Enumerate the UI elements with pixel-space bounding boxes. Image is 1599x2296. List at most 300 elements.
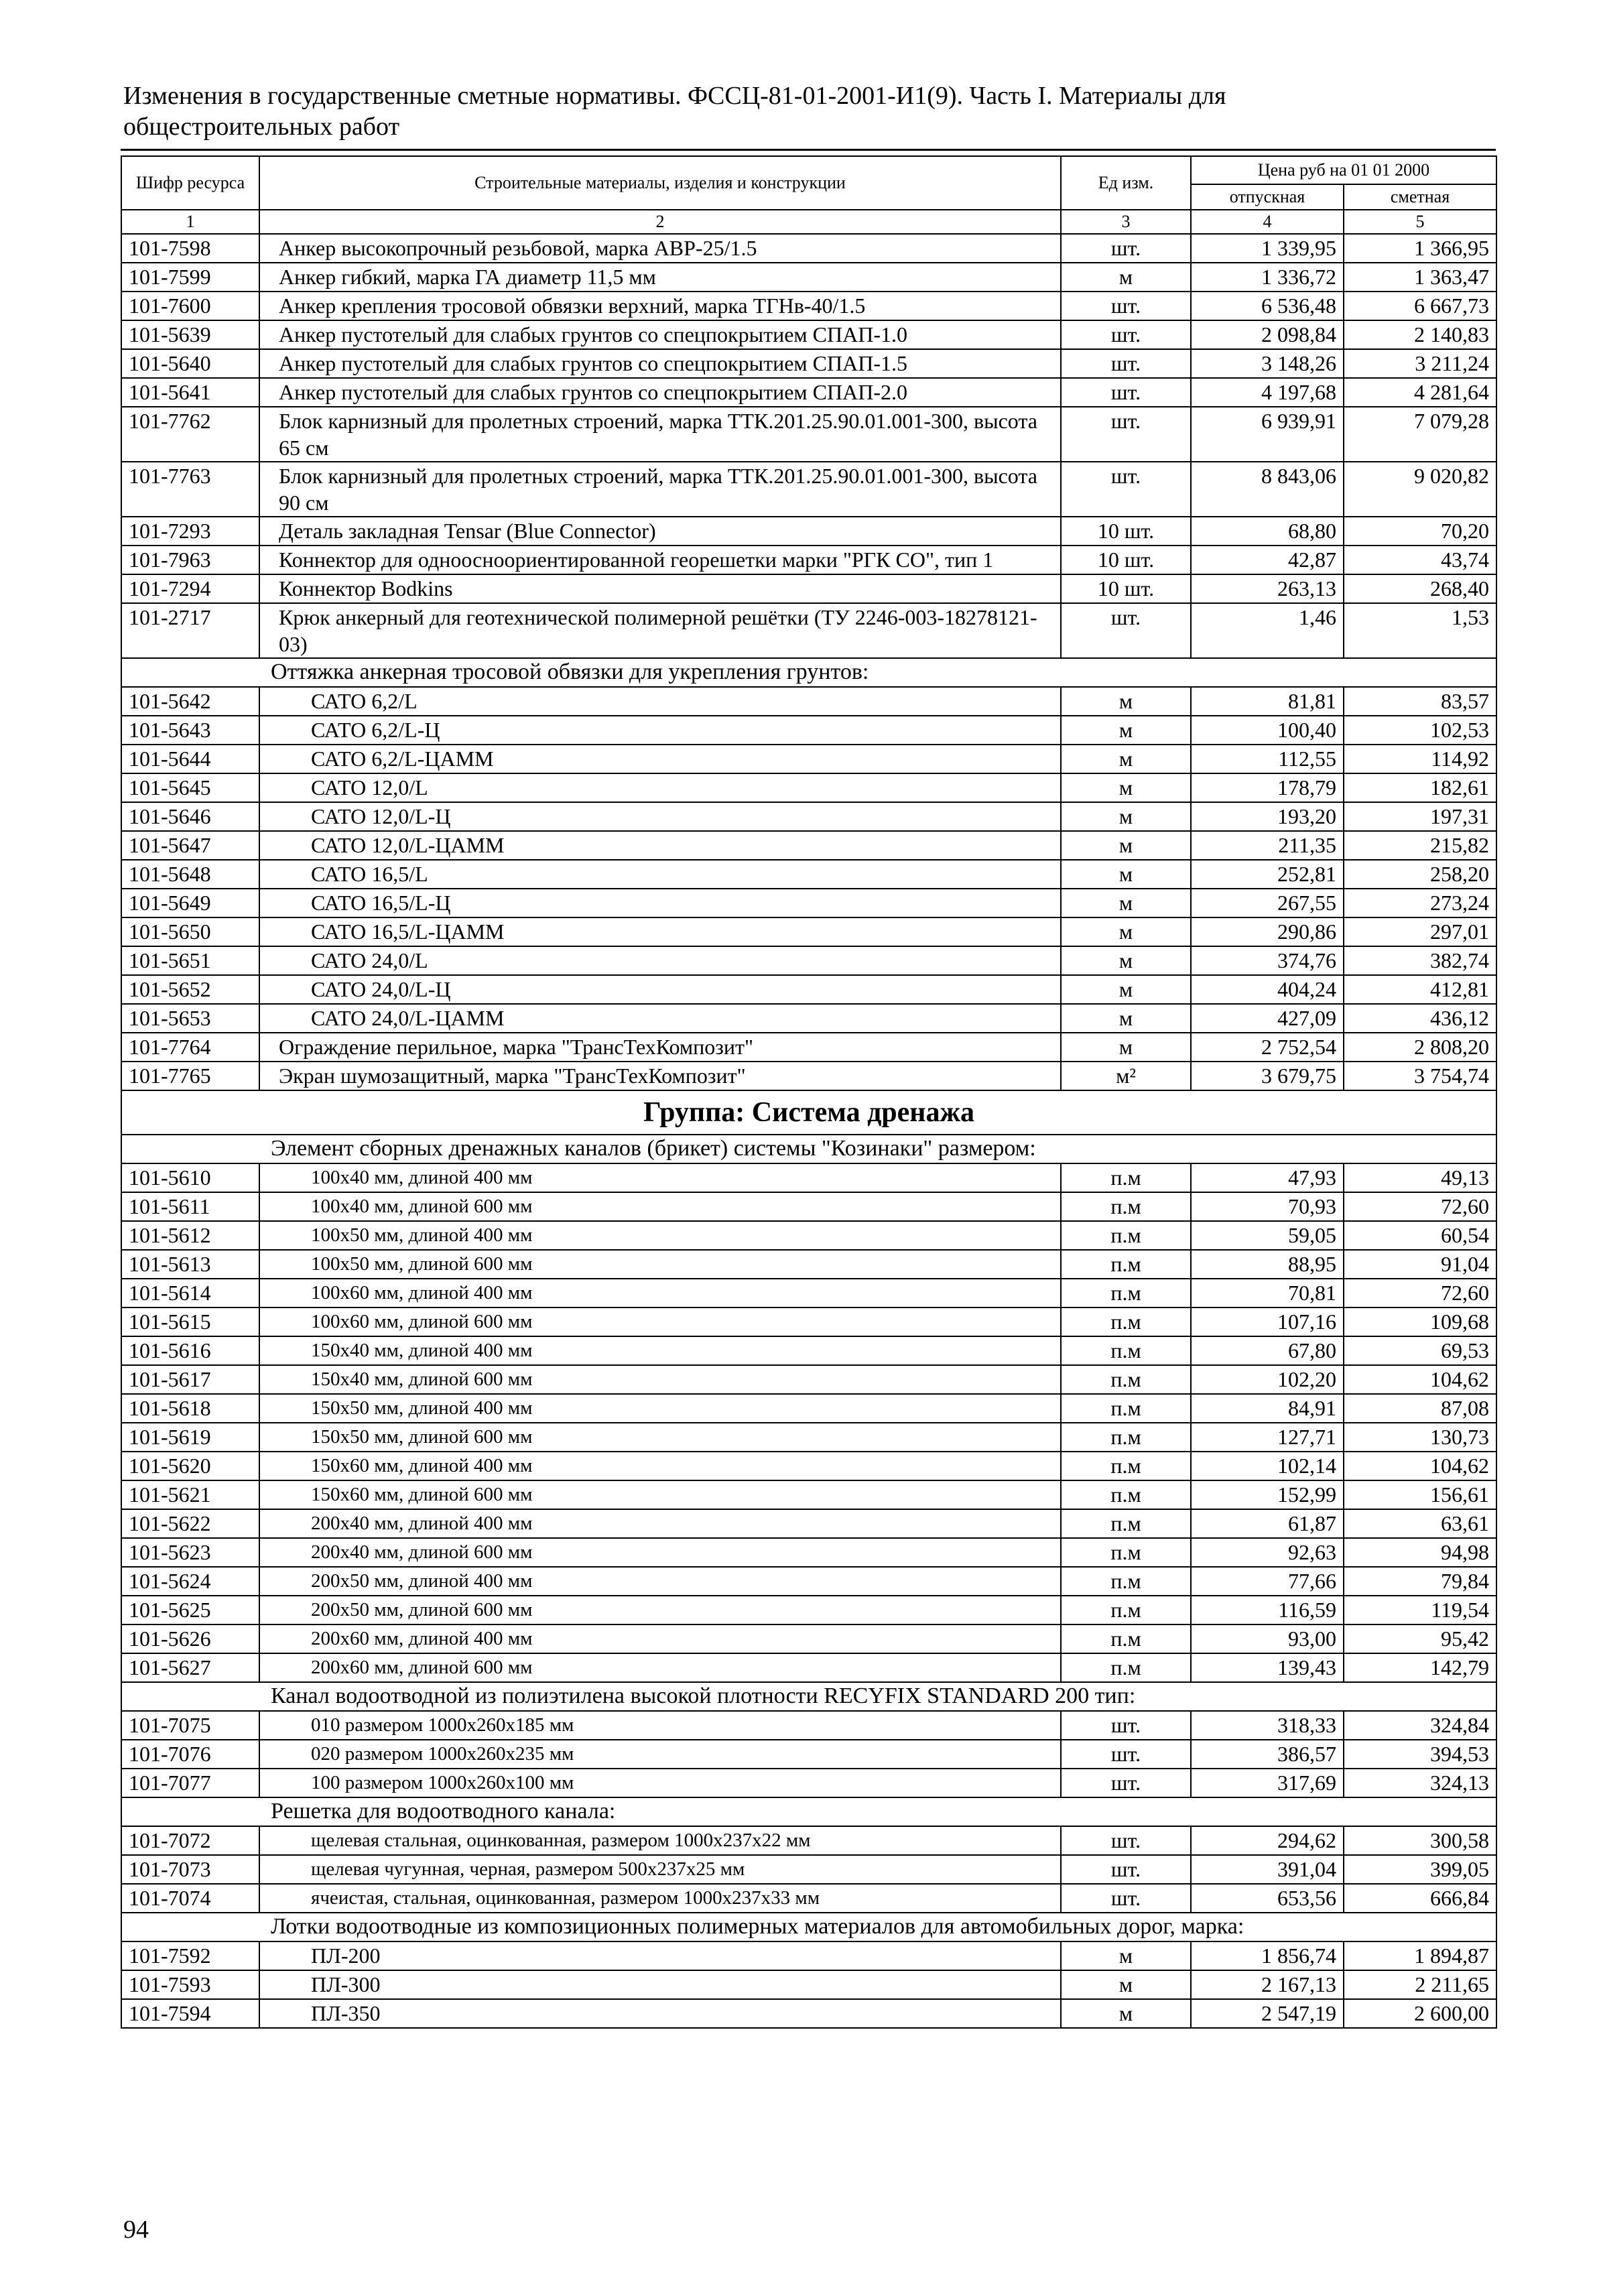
unit-of-measure: п.м <box>1061 1163 1191 1192</box>
material-name: Ограждение перильное, марка "ТрансТехКомпозит" <box>259 1033 1061 1062</box>
table-row <box>121 1308 1496 1336</box>
table-row <box>121 292 1496 320</box>
resource-code: 101-7963 <box>121 546 259 574</box>
estimate-price: 6 667,73 <box>1344 292 1496 320</box>
unit-of-measure: п.м <box>1061 1365 1191 1394</box>
group-row <box>121 1090 1496 1135</box>
estimate-price: 72,60 <box>1344 1192 1496 1221</box>
unit-of-measure: п.м <box>1061 1308 1191 1336</box>
estimate-price: 79,84 <box>1344 1567 1496 1596</box>
table-row <box>121 831 1496 860</box>
release-price: 1 339,95 <box>1191 234 1344 263</box>
material-name: САТО 16,5/L <box>259 860 1061 889</box>
release-price: 1,46 <box>1191 603 1344 658</box>
release-price: 81,81 <box>1191 687 1344 716</box>
estimate-price: 95,42 <box>1344 1624 1496 1653</box>
unit-of-measure: м <box>1061 716 1191 745</box>
resource-code: 101-5641 <box>121 378 259 407</box>
material-name: 100x50 мм, длиной 400 мм <box>259 1221 1061 1250</box>
estimate-price: 412,81 <box>1344 975 1496 1004</box>
resource-code: 101-5642 <box>121 687 259 716</box>
table-row <box>121 1423 1496 1452</box>
unit-of-measure: шт. <box>1061 378 1191 407</box>
section-row <box>121 658 1496 687</box>
material-name: САТО 6,2/L-ЦАММ <box>259 745 1061 773</box>
estimate-price: 114,92 <box>1344 745 1496 773</box>
release-price: 386,57 <box>1191 1740 1344 1769</box>
unit-of-measure: шт. <box>1061 1884 1191 1913</box>
unit-of-measure: шт. <box>1061 320 1191 349</box>
unit-of-measure: м <box>1061 1033 1191 1062</box>
material-name: 200x40 мм, длиной 600 мм <box>259 1538 1061 1567</box>
estimate-price: 2 211,65 <box>1344 1970 1496 1999</box>
resource-code: 101-5640 <box>121 349 259 378</box>
resource-code: 101-5616 <box>121 1336 259 1365</box>
material-name: 150x60 мм, длиной 600 мм <box>259 1480 1061 1509</box>
resource-code: 101-5620 <box>121 1452 259 1480</box>
table-row <box>121 349 1496 378</box>
table-row <box>121 1941 1496 1970</box>
table-row <box>121 1769 1496 1797</box>
resource-code: 101-7594 <box>121 1999 259 2028</box>
estimate-price: 197,31 <box>1344 802 1496 831</box>
estimate-price: 258,20 <box>1344 860 1496 889</box>
release-price: 290,86 <box>1191 917 1344 946</box>
resource-code: 101-5615 <box>121 1308 259 1336</box>
resource-code: 101-5644 <box>121 745 259 773</box>
table-row <box>121 889 1496 917</box>
resource-code: 101-7600 <box>121 292 259 320</box>
table-row <box>121 1999 1496 2028</box>
unit-of-measure: п.м <box>1061 1509 1191 1538</box>
table-row <box>121 517 1496 546</box>
resource-code: 101-5651 <box>121 946 259 975</box>
section-heading: Канал водоотводной из полиэтилена высокой плотности RECYFIX STANDARD 200 тип: <box>121 1682 1496 1711</box>
estimate-price: 104,62 <box>1344 1365 1496 1394</box>
unit-of-measure: п.м <box>1061 1452 1191 1480</box>
material-name: САТО 12,0/L-Ц <box>259 802 1061 831</box>
release-price: 139,43 <box>1191 1653 1344 1682</box>
unit-of-measure: 10 шт. <box>1061 517 1191 546</box>
material-name: 150x40 мм, длиной 400 мм <box>259 1336 1061 1365</box>
estimate-price: 2 600,00 <box>1344 1999 1496 2028</box>
release-price: 116,59 <box>1191 1596 1344 1624</box>
material-name: 100x60 мм, длиной 600 мм <box>259 1308 1061 1336</box>
section-row <box>121 1135 1496 1163</box>
estimate-price: 297,01 <box>1344 917 1496 946</box>
unit-of-measure: п.м <box>1061 1624 1191 1653</box>
resource-code: 101-5650 <box>121 917 259 946</box>
material-name: Анкер пустотелый для слабых грунтов со спецпокрытием СПАП-1.5 <box>259 349 1061 378</box>
material-name: 100x60 мм, длиной 400 мм <box>259 1279 1061 1308</box>
resource-code: 101-5653 <box>121 1004 259 1033</box>
unit-of-measure: п.м <box>1061 1480 1191 1509</box>
resource-code: 101-5652 <box>121 975 259 1004</box>
release-price: 67,80 <box>1191 1336 1344 1365</box>
resource-code: 101-5613 <box>121 1250 259 1279</box>
table-row <box>121 1221 1496 1250</box>
material-name: Анкер высокопрочный резьбовой, марка АВР-25/1.5 <box>259 234 1061 263</box>
table-row <box>121 1740 1496 1769</box>
table-row <box>121 975 1496 1004</box>
material-name: Блок карнизный для пролетных строений, марка ТТК.201.25.90.01.001-300, высота 65 см <box>259 407 1061 462</box>
estimate-price: 43,74 <box>1344 546 1496 574</box>
estimate-price: 300,58 <box>1344 1826 1496 1855</box>
release-price: 47,93 <box>1191 1163 1344 1192</box>
header-price: Цена руб на 01 01 2000 <box>1191 156 1496 184</box>
estimate-price: 182,61 <box>1344 773 1496 802</box>
resource-code: 101-7593 <box>121 1970 259 1999</box>
material-name: 100x50 мм, длиной 600 мм <box>259 1250 1061 1279</box>
material-name: 100x40 мм, длиной 600 мм <box>259 1192 1061 1221</box>
unit-of-measure: шт. <box>1061 1826 1191 1855</box>
estimate-price: 91,04 <box>1344 1250 1496 1279</box>
material-name: 200x50 мм, длиной 400 мм <box>259 1567 1061 1596</box>
material-name: щелевая стальная, оцинкованная, размером 1000x237x22 мм <box>259 1826 1061 1855</box>
release-price: 88,95 <box>1191 1250 1344 1279</box>
release-price: 68,80 <box>1191 517 1344 546</box>
unit-of-measure: м <box>1061 946 1191 975</box>
release-price: 267,55 <box>1191 889 1344 917</box>
estimate-price: 1 894,87 <box>1344 1941 1496 1970</box>
estimate-price: 60,54 <box>1344 1221 1496 1250</box>
resource-code: 101-5649 <box>121 889 259 917</box>
table-row <box>121 1365 1496 1394</box>
material-name: 150x50 мм, длиной 600 мм <box>259 1423 1061 1452</box>
unit-of-measure: шт. <box>1061 1855 1191 1884</box>
table-row <box>121 1884 1496 1913</box>
estimate-price: 3 754,74 <box>1344 1062 1496 1090</box>
table-row <box>121 1711 1496 1740</box>
estimate-price: 9 020,82 <box>1344 462 1496 517</box>
section-row <box>121 1797 1496 1826</box>
material-name: САТО 6,2/L-Ц <box>259 716 1061 745</box>
page-number: 94 <box>123 2216 149 2244</box>
estimate-price: 3 211,24 <box>1344 349 1496 378</box>
resource-code: 101-5646 <box>121 802 259 831</box>
release-price: 152,99 <box>1191 1480 1344 1509</box>
release-price: 3 679,75 <box>1191 1062 1344 1090</box>
unit-of-measure: м <box>1061 860 1191 889</box>
estimate-price: 156,61 <box>1344 1480 1496 1509</box>
material-name: 200x60 мм, длиной 400 мм <box>259 1624 1061 1653</box>
material-name: ПЛ-350 <box>259 1999 1061 2028</box>
estimate-price: 102,53 <box>1344 716 1496 745</box>
unit-of-measure: п.м <box>1061 1336 1191 1365</box>
table-body <box>121 234 1496 2028</box>
unit-of-measure: м <box>1061 889 1191 917</box>
release-price: 391,04 <box>1191 1855 1344 1884</box>
release-price: 1 856,74 <box>1191 1941 1344 1970</box>
table-row <box>121 716 1496 745</box>
resource-code: 101-7765 <box>121 1062 259 1090</box>
material-name: Анкер гибкий, марка ГА диаметр 11,5 мм <box>259 263 1061 292</box>
resource-code: 101-5626 <box>121 1624 259 1653</box>
release-price: 2 547,19 <box>1191 1999 1344 2028</box>
estimate-price: 382,74 <box>1344 946 1496 975</box>
header-name: Строительные материалы, изделия и конструкции <box>259 156 1061 210</box>
estimate-price: 268,40 <box>1344 574 1496 603</box>
table-row <box>121 1596 1496 1624</box>
estimate-price: 4 281,64 <box>1344 378 1496 407</box>
header-release: отпускная <box>1191 184 1344 210</box>
material-name: 100x40 мм, длиной 400 мм <box>259 1163 1061 1192</box>
material-name: САТО 24,0/L-Ц <box>259 975 1061 1004</box>
release-price: 178,79 <box>1191 773 1344 802</box>
resource-code: 101-7598 <box>121 234 259 263</box>
estimate-price: 273,24 <box>1344 889 1496 917</box>
resource-code: 101-2717 <box>121 603 259 658</box>
release-price: 193,20 <box>1191 802 1344 831</box>
material-name: 200x60 мм, длиной 600 мм <box>259 1653 1061 1682</box>
resource-code: 101-5612 <box>121 1221 259 1250</box>
estimate-price: 70,20 <box>1344 517 1496 546</box>
estimate-price: 1 366,95 <box>1344 234 1496 263</box>
resource-code: 101-7074 <box>121 1884 259 1913</box>
title-rule <box>121 149 1496 151</box>
release-price: 404,24 <box>1191 975 1344 1004</box>
release-price: 294,62 <box>1191 1826 1344 1855</box>
release-price: 70,93 <box>1191 1192 1344 1221</box>
resource-code: 101-5622 <box>121 1509 259 1538</box>
resource-code: 101-7076 <box>121 1740 259 1769</box>
unit-of-measure: м <box>1061 1970 1191 1999</box>
unit-of-measure: м <box>1061 1941 1191 1970</box>
resource-code: 101-5619 <box>121 1423 259 1452</box>
material-name: 020 размером 1000x260x235 мм <box>259 1740 1061 1769</box>
estimate-price: 394,53 <box>1344 1740 1496 1769</box>
unit-of-measure: шт. <box>1061 234 1191 263</box>
section-heading: Решетка для водоотводного канала: <box>121 1797 1496 1826</box>
material-name: 150x50 мм, длиной 400 мм <box>259 1394 1061 1423</box>
page-title: Изменения в государственные сметные нормативы. ФССЦ-81-01-2001-И1(9). Часть I. Материалы для общестроительных работ <box>123 82 1226 141</box>
resource-code: 101-5624 <box>121 1567 259 1596</box>
header-code: Шифр ресурса <box>121 156 259 210</box>
material-name: Деталь закладная Tensar (Blue Connector) <box>259 517 1061 546</box>
release-price: 77,66 <box>1191 1567 1344 1596</box>
release-price: 92,63 <box>1191 1538 1344 1567</box>
price-table <box>121 155 1497 2029</box>
column-number: 5 <box>1344 210 1496 234</box>
material-name: САТО 24,0/L <box>259 946 1061 975</box>
column-number: 4 <box>1191 210 1344 234</box>
material-name: ячеистая, стальная, оцинкованная, размером 1000x237x33 мм <box>259 1884 1061 1913</box>
material-name: САТО 12,0/L <box>259 773 1061 802</box>
unit-of-measure: шт. <box>1061 1711 1191 1740</box>
unit-of-measure: м <box>1061 917 1191 946</box>
material-name: 100 размером 1000x260x100 мм <box>259 1769 1061 1797</box>
estimate-price: 399,05 <box>1344 1855 1496 1884</box>
unit-of-measure: м <box>1061 802 1191 831</box>
release-price: 4 197,68 <box>1191 378 1344 407</box>
unit-of-measure: п.м <box>1061 1192 1191 1221</box>
table-row <box>121 1826 1496 1855</box>
unit-of-measure: шт. <box>1061 603 1191 658</box>
unit-of-measure: шт. <box>1061 1769 1191 1797</box>
unit-of-measure: п.м <box>1061 1596 1191 1624</box>
table-row <box>121 1653 1496 1682</box>
table-row <box>121 574 1496 603</box>
unit-of-measure: м <box>1061 1004 1191 1033</box>
table-row <box>121 1970 1496 1999</box>
unit-of-measure: п.м <box>1061 1538 1191 1567</box>
release-price: 112,55 <box>1191 745 1344 773</box>
unit-of-measure: м <box>1061 263 1191 292</box>
release-price: 107,16 <box>1191 1308 1344 1336</box>
section-heading: Элемент сборных дренажных каналов (брикет) системы "Козинаки" размером: <box>121 1135 1496 1163</box>
resource-code: 101-5621 <box>121 1480 259 1509</box>
resource-code: 101-7599 <box>121 263 259 292</box>
unit-of-measure: п.м <box>1061 1279 1191 1308</box>
material-name: САТО 6,2/L <box>259 687 1061 716</box>
material-name: 200x40 мм, длиной 400 мм <box>259 1509 1061 1538</box>
unit-of-measure: м <box>1061 745 1191 773</box>
unit-of-measure: шт. <box>1061 1740 1191 1769</box>
resource-code: 101-7073 <box>121 1855 259 1884</box>
release-price: 1 336,72 <box>1191 263 1344 292</box>
unit-of-measure: шт. <box>1061 349 1191 378</box>
unit-of-measure: м <box>1061 975 1191 1004</box>
section-heading: Лотки водоотводные из композиционных полимерных материалов для автомобильных дорог, марка: <box>121 1913 1496 1941</box>
table-row <box>121 320 1496 349</box>
unit-of-measure: п.м <box>1061 1423 1191 1452</box>
section-row <box>121 1682 1496 1711</box>
material-name: Анкер пустотелый для слабых грунтов со спецпокрытием СПАП-1.0 <box>259 320 1061 349</box>
table-row <box>121 687 1496 716</box>
estimate-price: 324,84 <box>1344 1711 1496 1740</box>
column-number: 3 <box>1061 210 1191 234</box>
table-row <box>121 1624 1496 1653</box>
table-row <box>121 1567 1496 1596</box>
material-name: САТО 24,0/L-ЦАММ <box>259 1004 1061 1033</box>
group-title: Группа: Система дренажа <box>121 1090 1496 1135</box>
release-price: 70,81 <box>1191 1279 1344 1308</box>
estimate-price: 1,53 <box>1344 603 1496 658</box>
material-name: ПЛ-200 <box>259 1941 1061 1970</box>
resource-code: 101-5610 <box>121 1163 259 1192</box>
unit-of-measure: м <box>1061 773 1191 802</box>
release-price: 127,71 <box>1191 1423 1344 1452</box>
header-estimate: сметная <box>1344 184 1496 210</box>
unit-of-measure: п.м <box>1061 1653 1191 1682</box>
material-name: Коннектор Bodkins <box>259 574 1061 603</box>
table-row <box>121 860 1496 889</box>
release-price: 374,76 <box>1191 946 1344 975</box>
release-price: 653,56 <box>1191 1884 1344 1913</box>
resource-code: 101-5625 <box>121 1596 259 1624</box>
table-row <box>121 1033 1496 1062</box>
material-name: САТО 16,5/L-Ц <box>259 889 1061 917</box>
resource-code: 101-5614 <box>121 1279 259 1308</box>
column-number: 2 <box>259 210 1061 234</box>
estimate-price: 83,57 <box>1344 687 1496 716</box>
table-row <box>121 1192 1496 1221</box>
release-price: 84,91 <box>1191 1394 1344 1423</box>
release-price: 59,05 <box>1191 1221 1344 1250</box>
table-row <box>121 1480 1496 1509</box>
section-heading: Оттяжка анкерная тросовой обвязки для укрепления грунтов: <box>121 658 1496 687</box>
unit-of-measure: п.м <box>1061 1394 1191 1423</box>
material-name: Блок карнизный для пролетных строений, марка ТТК.201.25.90.01.001-300, высота 90 см <box>259 462 1061 517</box>
resource-code: 101-7294 <box>121 574 259 603</box>
unit-of-measure: м <box>1061 1999 1191 2028</box>
unit-of-measure: 10 шт. <box>1061 546 1191 574</box>
table-row <box>121 407 1496 462</box>
release-price: 3 148,26 <box>1191 349 1344 378</box>
table-row <box>121 1163 1496 1192</box>
estimate-price: 7 079,28 <box>1344 407 1496 462</box>
estimate-price: 436,12 <box>1344 1004 1496 1033</box>
estimate-price: 2 808,20 <box>1344 1033 1496 1062</box>
table-row <box>121 263 1496 292</box>
resource-code: 101-7762 <box>121 407 259 462</box>
unit-of-measure: м <box>1061 831 1191 860</box>
resource-code: 101-7592 <box>121 1941 259 1970</box>
resource-code: 101-5627 <box>121 1653 259 1682</box>
table-row <box>121 378 1496 407</box>
table-row <box>121 1250 1496 1279</box>
release-price: 252,81 <box>1191 860 1344 889</box>
material-name: ПЛ-300 <box>259 1970 1061 1999</box>
resource-code: 101-5639 <box>121 320 259 349</box>
resource-code: 101-7077 <box>121 1769 259 1797</box>
section-row <box>121 1913 1496 1941</box>
release-price: 2 167,13 <box>1191 1970 1344 1999</box>
release-price: 6 536,48 <box>1191 292 1344 320</box>
estimate-price: 94,98 <box>1344 1538 1496 1567</box>
release-price: 211,35 <box>1191 831 1344 860</box>
table-row <box>121 1394 1496 1423</box>
unit-of-measure: шт. <box>1061 407 1191 462</box>
estimate-price: 119,54 <box>1344 1596 1496 1624</box>
estimate-price: 142,79 <box>1344 1653 1496 1682</box>
table-row <box>121 1004 1496 1033</box>
material-name: САТО 12,0/L-ЦАММ <box>259 831 1061 860</box>
resource-code: 101-5643 <box>121 716 259 745</box>
release-price: 102,14 <box>1191 1452 1344 1480</box>
material-name: Анкер крепления тросовой обвязки верхний, марка ТГНв-40/1.5 <box>259 292 1061 320</box>
material-name: 200x50 мм, длиной 600 мм <box>259 1596 1061 1624</box>
estimate-price: 72,60 <box>1344 1279 1496 1308</box>
estimate-price: 104,62 <box>1344 1452 1496 1480</box>
table-row <box>121 1509 1496 1538</box>
unit-of-measure: шт. <box>1061 462 1191 517</box>
estimate-price: 666,84 <box>1344 1884 1496 1913</box>
release-price: 102,20 <box>1191 1365 1344 1394</box>
material-name: Коннектор для одноосноориентированной георешетки марки "РГК СО", тип 1 <box>259 546 1061 574</box>
table-row <box>121 462 1496 517</box>
release-price: 6 939,91 <box>1191 407 1344 462</box>
material-name: Анкер пустотелый для слабых грунтов со спецпокрытием СПАП-2.0 <box>259 378 1061 407</box>
table-row <box>121 603 1496 658</box>
release-price: 318,33 <box>1191 1711 1344 1740</box>
table-row <box>121 773 1496 802</box>
release-price: 61,87 <box>1191 1509 1344 1538</box>
table-row <box>121 1279 1496 1308</box>
release-price: 42,87 <box>1191 546 1344 574</box>
material-name: 150x40 мм, длиной 600 мм <box>259 1365 1061 1394</box>
unit-of-measure: м <box>1061 687 1191 716</box>
unit-of-measure: шт. <box>1061 292 1191 320</box>
table-row <box>121 917 1496 946</box>
estimate-price: 324,13 <box>1344 1769 1496 1797</box>
material-name: 150x60 мм, длиной 400 мм <box>259 1452 1061 1480</box>
estimate-price: 215,82 <box>1344 831 1496 860</box>
table-row <box>121 1538 1496 1567</box>
material-name: Крюк анкерный для геотехнической полимерной решётки (ТУ 2246-003-18278121-03) <box>259 603 1061 658</box>
table-row <box>121 546 1496 574</box>
release-price: 2 098,84 <box>1191 320 1344 349</box>
